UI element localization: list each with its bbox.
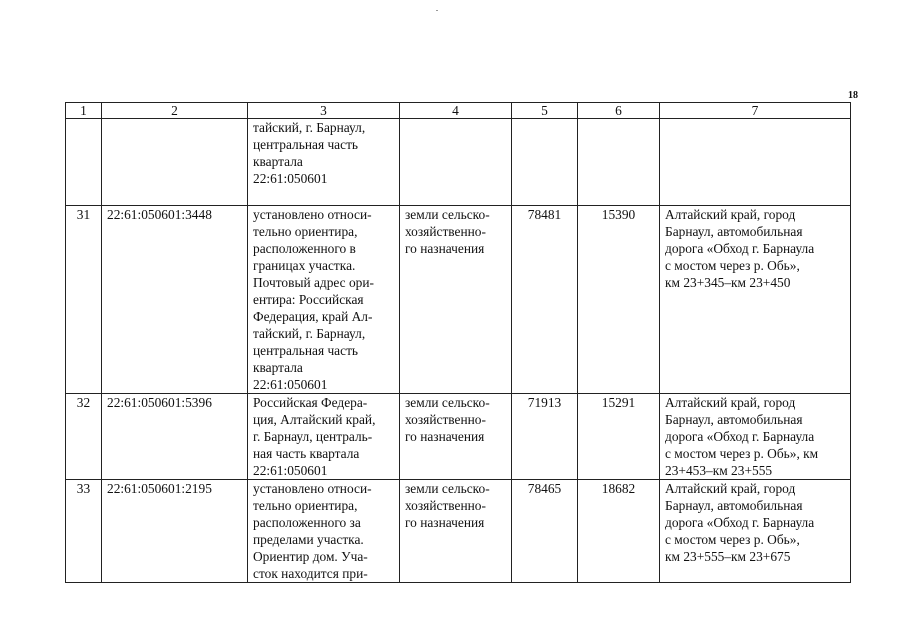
cadastral-number-cell: 22:61:050601:3448 bbox=[102, 206, 248, 394]
column-header: 5 bbox=[512, 103, 578, 119]
column-header: 6 bbox=[578, 103, 660, 119]
location-line: центральная часть bbox=[253, 137, 359, 152]
object-line: Алтайский край, город bbox=[665, 395, 796, 410]
location-line: тайский, г. Барнаул, bbox=[253, 120, 366, 135]
category-line: хозяйственно- bbox=[405, 224, 486, 239]
category-line: го назначения bbox=[405, 429, 485, 444]
object-cell bbox=[660, 394, 851, 480]
row-number-cell: 32 bbox=[66, 394, 102, 480]
column-header: 2 bbox=[102, 103, 248, 119]
location-line: границах участка. bbox=[253, 258, 356, 273]
category-line: го назначения bbox=[405, 515, 485, 530]
location-line: тайский, г. Барнаул, bbox=[253, 326, 366, 341]
area-cell: 78465 bbox=[512, 480, 578, 583]
category-line: хозяйственно- bbox=[405, 412, 486, 427]
object-cell bbox=[660, 480, 851, 583]
object-line: Барнаул, автомобильная bbox=[665, 412, 803, 427]
object-line: 23+453–км 23+555 bbox=[665, 463, 773, 478]
location-line: ция, Алтайский край, bbox=[253, 412, 376, 427]
table-header-row bbox=[66, 103, 851, 119]
category-line: го назначения bbox=[405, 241, 485, 256]
land-category-cell bbox=[400, 480, 512, 583]
category-line: земли сельско- bbox=[405, 207, 490, 222]
location-cell bbox=[248, 119, 400, 206]
location-line: пределами участка. bbox=[253, 532, 364, 547]
column-header: 7 bbox=[660, 103, 851, 119]
page-number: 18 bbox=[848, 90, 858, 101]
location-line: установлено относи- bbox=[253, 481, 372, 496]
land-plots-table bbox=[65, 102, 851, 583]
location-cell bbox=[248, 394, 400, 480]
object-line: Барнаул, автомобильная bbox=[665, 498, 803, 513]
table-row bbox=[66, 394, 851, 480]
location-line: 22:61:050601 bbox=[253, 377, 328, 392]
object-line: дорога «Обход г. Барнаула bbox=[665, 241, 815, 256]
location-line: 22:61:050601 bbox=[253, 463, 328, 478]
cadastral-number-cell bbox=[102, 119, 248, 206]
cadastral-number-cell: 22:61:050601:5396 bbox=[102, 394, 248, 480]
location-line: квартала bbox=[253, 154, 303, 169]
object-line: Алтайский край, город bbox=[665, 481, 796, 496]
table-row bbox=[66, 119, 851, 206]
location-line: установлено относи- bbox=[253, 207, 372, 222]
table-row bbox=[66, 206, 851, 394]
location-line: Ориентир дом. Уча- bbox=[253, 549, 368, 564]
object-line: км 23+345–км 23+450 bbox=[665, 275, 791, 290]
location-line: Российская Федера- bbox=[253, 395, 368, 410]
area-cell: 18682 bbox=[578, 480, 660, 583]
location-cell bbox=[248, 206, 400, 394]
location-line: Почтовый адрес ори- bbox=[253, 275, 374, 290]
land-category-cell bbox=[400, 394, 512, 480]
location-line: ентира: Российская bbox=[253, 292, 364, 307]
category-line: земли сельско- bbox=[405, 395, 490, 410]
location-line: Федерация, край Ал- bbox=[253, 309, 373, 324]
object-cell bbox=[660, 206, 851, 394]
object-line: с мостом через р. Обь», км bbox=[665, 446, 819, 461]
object-line: с мостом через р. Обь», bbox=[665, 532, 800, 547]
object-line: км 23+555–км 23+675 bbox=[665, 549, 791, 564]
object-line: Барнаул, автомобильная bbox=[665, 224, 803, 239]
location-line: сток находится при- bbox=[253, 566, 368, 581]
area-cell: 78481 bbox=[512, 206, 578, 394]
object-line: дорога «Обход г. Барнаула bbox=[665, 429, 815, 444]
row-number-cell bbox=[66, 119, 102, 206]
object-line: Алтайский край, город bbox=[665, 207, 796, 222]
column-header: 1 bbox=[66, 103, 102, 119]
location-line: ная часть квартала bbox=[253, 446, 360, 461]
location-line: центральная часть bbox=[253, 343, 359, 358]
area-cell: 15390 bbox=[578, 206, 660, 394]
location-line: тельно ориентира, bbox=[253, 498, 358, 513]
scan-speck bbox=[436, 10, 438, 11]
land-category-cell bbox=[400, 206, 512, 394]
area-cell: 71913 bbox=[512, 394, 578, 480]
category-line: хозяйственно- bbox=[405, 498, 486, 513]
category-line: земли сельско- bbox=[405, 481, 490, 496]
location-line: расположенного за bbox=[253, 515, 361, 530]
object-line: с мостом через р. Обь», bbox=[665, 258, 800, 273]
location-line: квартала bbox=[253, 360, 303, 375]
area-cell bbox=[578, 119, 660, 206]
row-number-cell: 31 bbox=[66, 206, 102, 394]
column-header: 3 bbox=[248, 103, 400, 119]
location-line: тельно ориентира, bbox=[253, 224, 358, 239]
location-line: 22:61:050601 bbox=[253, 171, 328, 186]
land-category-cell bbox=[400, 119, 512, 206]
location-cell bbox=[248, 480, 400, 583]
area-cell bbox=[512, 119, 578, 206]
location-line: г. Барнаул, централь- bbox=[253, 429, 373, 444]
area-cell: 15291 bbox=[578, 394, 660, 480]
object-line: дорога «Обход г. Барнаула bbox=[665, 515, 815, 530]
object-cell bbox=[660, 119, 851, 206]
column-header: 4 bbox=[400, 103, 512, 119]
location-line: расположенного в bbox=[253, 241, 356, 256]
row-number-cell: 33 bbox=[66, 480, 102, 583]
table-row bbox=[66, 480, 851, 583]
cadastral-number-cell: 22:61:050601:2195 bbox=[102, 480, 248, 583]
